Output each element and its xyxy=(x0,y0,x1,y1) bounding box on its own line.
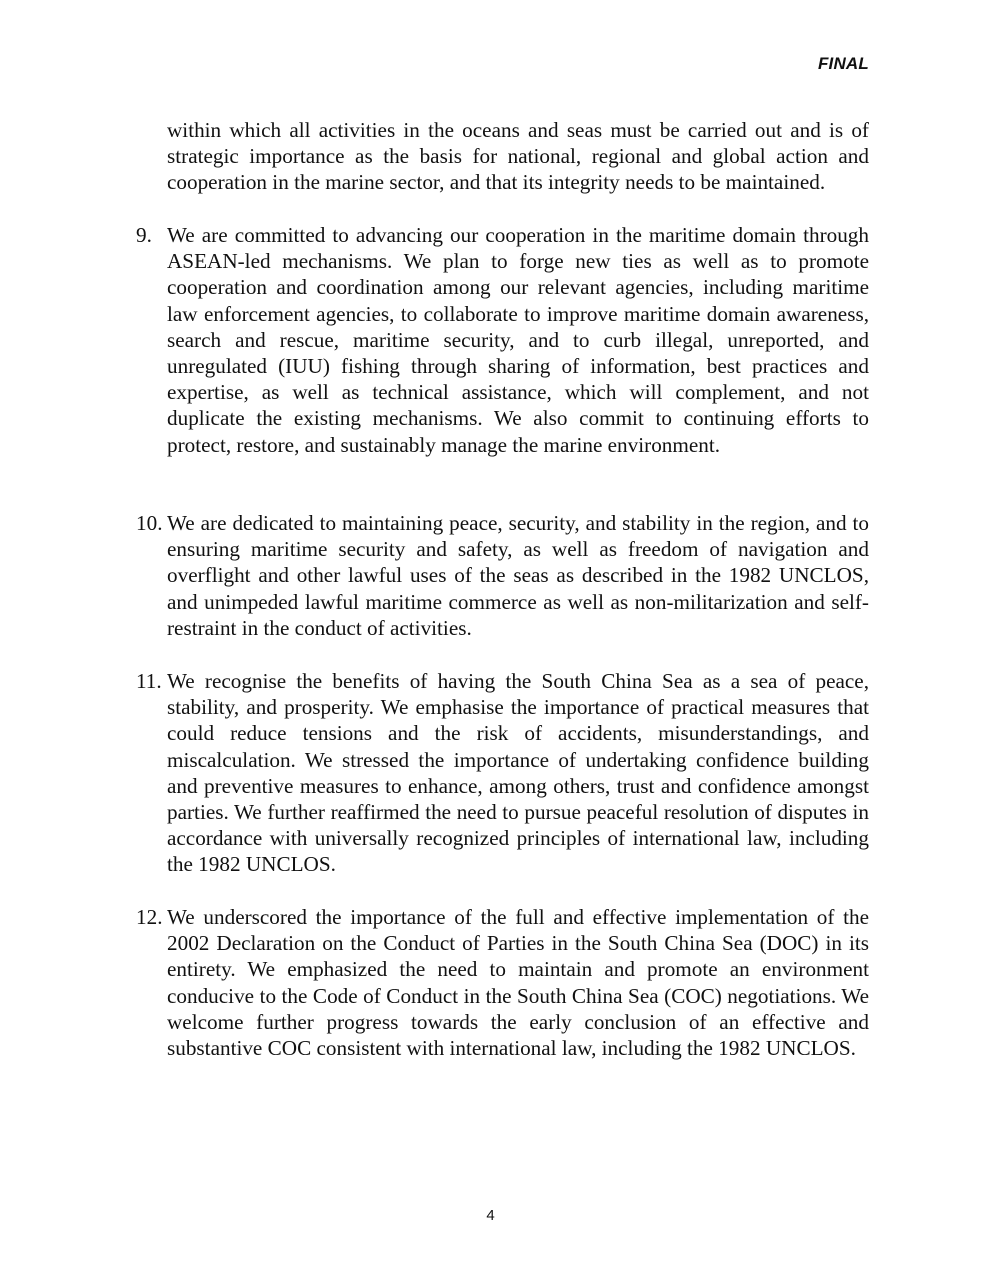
paragraph-number: 9. xyxy=(136,223,152,247)
paragraph-text: We recognise the benefits of having the South China Sea as a sea of peace, stability, and prosperity. We emphasise the importance of practical measures that could reduce tensions and the risk of accidents, misunderstandings, and miscalculation. We stressed the importance of undertaking confidence building and preventive measures to enhance, among others, trust and confidence amongst parties. We further reaffirmed the need to pursue peaceful resolution of disputes in accordance with universally recognized principles of international law, including the 1982 UNCLOS. xyxy=(167,669,869,877)
paragraph-number: 12. xyxy=(136,905,163,929)
paragraph-text: We are dedicated to maintaining peace, security, and stability in the region, and to ensuring maritime security and safety, as well as freedom of navigation and overflight and other lawful uses of the seas as described in the 1982 UNCLOS, and unimpeded lawful maritime commerce as well as non-militarization and self-restraint in the conduct of activities. xyxy=(167,511,869,640)
paragraph-text: We are committed to advancing our cooperation in the maritime domain through ASEAN-led mechanisms. We plan to forge new ties as well as to promote cooperation and coordination among our relevant agencies, including maritime law enforcement agencies, to collaborate to improve maritime domain awareness, search and rescue, maritime security, and to curb illegal, unreported, and unregulated (IUU) fishing through sharing of information, best practices and expertise, as well as technical assistance, which will complement, and not duplicate the existing mechanisms. We also commit to continuing efforts to protect, restore, and sustainably manage the marine environment. xyxy=(167,223,869,457)
continuation-paragraph: within which all activities in the oceans and seas must be carried out and is of strategic importance as the basis for national, regional and global action and cooperation in the marine sector, and that its integrity needs to be maintained. xyxy=(167,118,869,195)
paragraph-number: 11. xyxy=(136,669,162,693)
document-status-label: FINAL xyxy=(817,54,869,73)
paragraph-number: 10. xyxy=(136,511,163,535)
paragraph-text: We underscored the importance of the full and effective implementation of the 2002 Declaration on the Conduct of Parties in the South China Sea (DOC) in its entirety. We emphasized the need to maintain and promote an environment conducive to the Code of Conduct in the South China Sea (COC) negotiations. We welcome further progress towards the early conclusion of an effective and substantive COC consistent with international law, including the 1982 UNCLOS. xyxy=(167,905,869,1061)
page-number: 4 xyxy=(486,1207,495,1224)
